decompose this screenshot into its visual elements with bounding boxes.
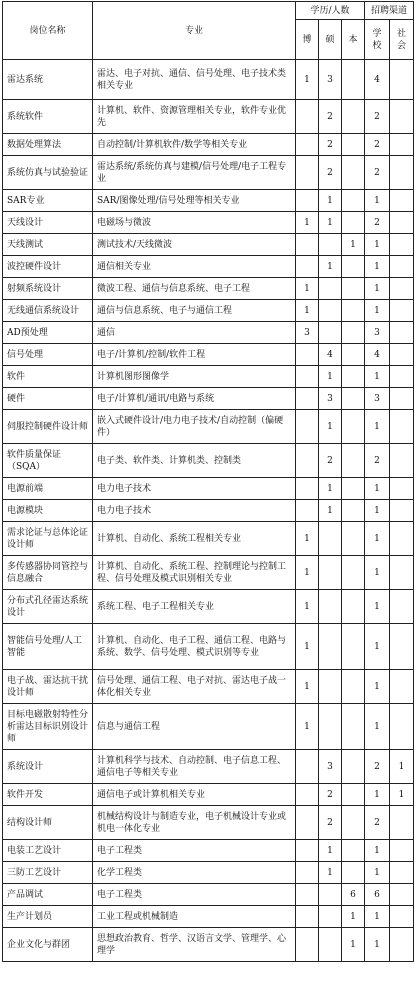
master-count-cell: 1 (319, 366, 342, 388)
table-row (3, 670, 414, 704)
major-cell: 机械结构设计与制造专业，电子机械设计专业或机电一体化专业 (93, 806, 296, 840)
social-channel-cell (390, 190, 414, 212)
bachelor-count-cell (342, 862, 365, 884)
major-cell: 计算机、自动化、系统工程、控制理论与控制工程、信号处理及模式识别相关专业 (93, 556, 296, 590)
bachelor-count-cell (342, 670, 365, 704)
master-count-cell (319, 624, 342, 670)
phd-count-cell (296, 444, 319, 478)
bachelor-count-cell (342, 522, 365, 556)
school-channel-cell: 1 (365, 500, 390, 522)
table-row (3, 784, 414, 806)
phd-count-cell: 1 (296, 60, 319, 100)
social-channel-cell (390, 410, 414, 444)
school-channel-cell: 1 (365, 278, 390, 300)
school-channel-cell: 2 (365, 156, 390, 190)
recruitment-table (2, 1, 414, 962)
position-cell: 天线测试 (3, 234, 93, 256)
social-channel-cell (390, 590, 414, 624)
phd-count-cell (296, 134, 319, 156)
major-cell: 化学工程类 (93, 862, 296, 884)
social-channel-cell (390, 322, 414, 344)
position-cell: 企业文化与群团 (3, 928, 93, 962)
bachelor-count-cell (342, 478, 365, 500)
position-cell: 结构设计师 (3, 806, 93, 840)
master-count-cell (319, 322, 342, 344)
bachelor-count-cell (342, 344, 365, 366)
master-count-cell (319, 522, 342, 556)
phd-count-cell (296, 100, 319, 134)
table-row (3, 862, 414, 884)
bachelor-count-cell (342, 278, 365, 300)
bachelor-count-cell (342, 556, 365, 590)
phd-header: 博 (296, 20, 319, 60)
phd-count-cell: 1 (296, 522, 319, 556)
major-cell: 自动控制/计算机软件/数学等相关专业 (93, 134, 296, 156)
major-cell: 计算机、自动化、系统工程相关专业 (93, 522, 296, 556)
major-cell: 信号处理、通信工程、电子对抗、雷达电子战一体化相关专业 (93, 670, 296, 704)
social-channel-cell (390, 928, 414, 962)
bachelor-count-cell (342, 840, 365, 862)
school-channel-cell: 1 (365, 478, 390, 500)
phd-count-cell: 1 (296, 278, 319, 300)
recruitment-table-document (2, 1, 413, 962)
education-header: 学历/人数 (296, 2, 365, 20)
phd-count-cell (296, 862, 319, 884)
table-row (3, 840, 414, 862)
school-channel-cell: 2 (365, 134, 390, 156)
bachelor-count-cell (342, 410, 365, 444)
phd-count-cell: 1 (296, 670, 319, 704)
master-count-cell: 2 (319, 100, 342, 134)
position-cell: 波控硬件设计 (3, 256, 93, 278)
position-cell: 软件质量保证（SQA） (3, 444, 93, 478)
school-channel-cell: 1 (365, 256, 390, 278)
master-count-cell: 4 (319, 344, 342, 366)
master-count-cell (319, 928, 342, 962)
position-cell: 电装工艺设计 (3, 840, 93, 862)
school-channel-cell: 2 (365, 100, 390, 134)
bachelor-count-cell (342, 590, 365, 624)
social-channel-cell (390, 156, 414, 190)
major-cell: 思想政治教育、哲学、汉语言文学、管理学、心理学 (93, 928, 296, 962)
bachelor-count-cell (342, 624, 365, 670)
social-channel-cell (390, 500, 414, 522)
table-row (3, 256, 414, 278)
social-channel-cell (390, 906, 414, 928)
major-cell: 电磁场与微波 (93, 212, 296, 234)
bachelor-count-cell (342, 784, 365, 806)
table-row (3, 444, 414, 478)
social-channel-cell (390, 256, 414, 278)
social-channel-cell (390, 862, 414, 884)
major-cell: 电子工程类 (93, 840, 296, 862)
table-row (3, 704, 414, 750)
table-row (3, 522, 414, 556)
phd-count-cell (296, 410, 319, 444)
bachelor-count-cell (342, 256, 365, 278)
phd-count-cell (296, 190, 319, 212)
position-cell: 软件 (3, 366, 93, 388)
bachelor-count-cell (342, 100, 365, 134)
phd-count-cell: 1 (296, 704, 319, 750)
phd-count-cell (296, 256, 319, 278)
school-channel-cell: 1 (365, 704, 390, 750)
table-row (3, 556, 414, 590)
bachelor-count-cell (342, 500, 365, 522)
bachelor-count-cell (342, 300, 365, 322)
position-cell: 产品调试 (3, 884, 93, 906)
social-channel-cell (390, 100, 414, 134)
master-count-cell (319, 556, 342, 590)
social-channel-cell (390, 60, 414, 100)
master-count-cell (319, 278, 342, 300)
school-header: 学校 (365, 20, 390, 60)
social-channel-cell (390, 234, 414, 256)
position-cell: 无线通信系统设计 (3, 300, 93, 322)
phd-count-cell (296, 750, 319, 784)
position-cell: AD预处理 (3, 322, 93, 344)
master-count-cell: 1 (319, 190, 342, 212)
major-cell: 工业工程或机械制造 (93, 906, 296, 928)
position-cell: 软件开发 (3, 784, 93, 806)
school-channel-cell: 1 (365, 522, 390, 556)
school-channel-cell: 1 (365, 590, 390, 624)
master-count-cell (319, 300, 342, 322)
table-row (3, 212, 414, 234)
master-count-cell: 1 (319, 478, 342, 500)
bachelor-count-cell: 1 (342, 234, 365, 256)
position-cell: 系统仿真与试验验证 (3, 156, 93, 190)
phd-count-cell: 1 (296, 556, 319, 590)
school-channel-cell: 1 (365, 300, 390, 322)
bachelor-count-cell: 1 (342, 928, 365, 962)
social-channel-cell (390, 806, 414, 840)
phd-count-cell (296, 906, 319, 928)
table-row (3, 906, 414, 928)
bachelor-count-cell (342, 366, 365, 388)
major-cell: 电力电子技术 (93, 478, 296, 500)
major-cell: 微波工程、通信与信息系统、电子工程 (93, 278, 296, 300)
header-row-top (3, 2, 414, 20)
position-cell: 数据处理算法 (3, 134, 93, 156)
phd-count-cell: 1 (296, 590, 319, 624)
bachelor-count-cell (342, 750, 365, 784)
position-cell: 分布式孔径雷达系统设计 (3, 590, 93, 624)
major-cell: SAR/图像处理/信号处理等相关专业 (93, 190, 296, 212)
social-channel-cell: 1 (390, 784, 414, 806)
position-cell: 智能信号处理/人工智能 (3, 624, 93, 670)
position-cell: 生产计划员 (3, 906, 93, 928)
social-channel-cell (390, 704, 414, 750)
phd-count-cell: 1 (296, 624, 319, 670)
major-cell: 通信与信息系统、电子与通信工程 (93, 300, 296, 322)
school-channel-cell: 6 (365, 884, 390, 906)
phd-count-cell: 1 (296, 300, 319, 322)
major-cell: 通信相关专业 (93, 256, 296, 278)
bachelor-count-cell (342, 806, 365, 840)
major-cell: 计算机、自动化、电子工程、通信工程、电路与系统、数学、信号处理、模式识别等专业 (93, 624, 296, 670)
phd-count-cell (296, 840, 319, 862)
school-channel-cell: 3 (365, 322, 390, 344)
master-count-cell (319, 670, 342, 704)
position-cell: 伺服控制硬件设计师 (3, 410, 93, 444)
social-channel-cell (390, 300, 414, 322)
school-channel-cell: 1 (365, 234, 390, 256)
social-channel-cell (390, 884, 414, 906)
school-channel-cell: 1 (365, 862, 390, 884)
table-row (3, 134, 414, 156)
master-count-cell (319, 234, 342, 256)
social-channel-cell (390, 444, 414, 478)
table-row (3, 60, 414, 100)
social-channel-cell (390, 522, 414, 556)
position-header: 岗位名称 (3, 2, 93, 60)
position-cell: 系统软件 (3, 100, 93, 134)
major-header: 专业 (93, 2, 296, 60)
position-cell: 电源前端 (3, 478, 93, 500)
position-cell: 需求论证与总体论证设计师 (3, 522, 93, 556)
master-count-cell: 1 (319, 840, 342, 862)
phd-count-cell (296, 784, 319, 806)
social-channel-cell (390, 478, 414, 500)
major-cell: 电子/计算机/通讯/电路与系统 (93, 388, 296, 410)
school-channel-cell: 1 (365, 624, 390, 670)
social-channel-cell (390, 212, 414, 234)
table-body (3, 60, 414, 962)
table-row (3, 366, 414, 388)
master-count-cell (319, 906, 342, 928)
master-count-cell: 2 (319, 134, 342, 156)
master-count-cell (319, 704, 342, 750)
position-cell: 天线设计 (3, 212, 93, 234)
social-channel-cell (390, 556, 414, 590)
major-cell: 电力电子技术 (93, 500, 296, 522)
position-cell: 电子战、雷达抗干扰设计师 (3, 670, 93, 704)
position-cell: 电源模块 (3, 500, 93, 522)
school-channel-cell: 1 (365, 190, 390, 212)
phd-count-cell: 1 (296, 212, 319, 234)
table-row (3, 190, 414, 212)
phd-count-cell (296, 806, 319, 840)
bachelor-count-cell: 1 (342, 906, 365, 928)
phd-count-cell (296, 366, 319, 388)
social-channel-cell: 1 (390, 750, 414, 784)
table-row (3, 624, 414, 670)
master-count-cell: 3 (319, 750, 342, 784)
channel-header: 招聘渠道 (365, 2, 414, 20)
table-row (3, 806, 414, 840)
major-cell: 系统工程、电子工程相关专业 (93, 590, 296, 624)
master-count-cell: 1 (319, 862, 342, 884)
major-cell: 通信电子或计算机相关专业 (93, 784, 296, 806)
master-count-cell: 1 (319, 500, 342, 522)
school-channel-cell: 1 (365, 840, 390, 862)
major-cell: 计算机、软件、资源管理相关专业，软件专业优先 (93, 100, 296, 134)
master-count-cell (319, 884, 342, 906)
bachelor-count-cell (342, 388, 365, 410)
phd-count-cell (296, 884, 319, 906)
table-row (3, 234, 414, 256)
table-row (3, 322, 414, 344)
table-row (3, 478, 414, 500)
major-cell: 雷达系统/系统仿真与建模/信号处理/电子工程专业 (93, 156, 296, 190)
bachelor-count-cell (342, 190, 365, 212)
table-row (3, 928, 414, 962)
bachelor-count-cell (342, 444, 365, 478)
bachelor-count-cell (342, 322, 365, 344)
table-row (3, 500, 414, 522)
position-cell: 雷达系统 (3, 60, 93, 100)
bachelor-count-cell (342, 134, 365, 156)
table-row (3, 388, 414, 410)
master-count-cell: 2 (319, 784, 342, 806)
school-channel-cell: 1 (365, 366, 390, 388)
bachelor-count-cell (342, 704, 365, 750)
school-channel-cell: 1 (365, 556, 390, 590)
school-channel-cell: 4 (365, 60, 390, 100)
school-channel-cell: 1 (365, 928, 390, 962)
phd-count-cell (296, 388, 319, 410)
phd-count-cell: 3 (296, 322, 319, 344)
position-cell: 硬件 (3, 388, 93, 410)
school-channel-cell: 4 (365, 344, 390, 366)
table-row (3, 410, 414, 444)
position-cell: 三防工艺设计 (3, 862, 93, 884)
major-cell: 电子/计算机/控制/软件工程 (93, 344, 296, 366)
table-row (3, 884, 414, 906)
master-count-cell: 2 (319, 156, 342, 190)
social-channel-cell (390, 624, 414, 670)
social-channel-cell (390, 278, 414, 300)
phd-count-cell (296, 500, 319, 522)
master-count-cell: 3 (319, 60, 342, 100)
major-cell: 电子类、软件类、计算机类、控制类 (93, 444, 296, 478)
social-channel-cell (390, 388, 414, 410)
social-channel-cell (390, 134, 414, 156)
master-count-cell (319, 590, 342, 624)
position-cell: 射频系统设计 (3, 278, 93, 300)
position-cell: 信号处理 (3, 344, 93, 366)
table-row (3, 156, 414, 190)
phd-count-cell (296, 928, 319, 962)
position-cell: SAR专业 (3, 190, 93, 212)
major-cell: 雷达、电子对抗、通信、信号处理、电子技术类相关专业 (93, 60, 296, 100)
table-row (3, 278, 414, 300)
bachelor-count-cell (342, 212, 365, 234)
major-cell: 通信 (93, 322, 296, 344)
master-count-cell: 1 (319, 410, 342, 444)
position-cell: 多传感器协同管控与信息融合 (3, 556, 93, 590)
table-row (3, 300, 414, 322)
school-channel-cell: 1 (365, 784, 390, 806)
social-channel-cell (390, 670, 414, 704)
bachelor-header: 本 (342, 20, 365, 60)
school-channel-cell: 3 (365, 388, 390, 410)
master-count-cell: 2 (319, 444, 342, 478)
bachelor-count-cell (342, 156, 365, 190)
table-row (3, 590, 414, 624)
phd-count-cell (296, 234, 319, 256)
school-channel-cell: 1 (365, 410, 390, 444)
master-count-cell: 3 (319, 388, 342, 410)
phd-count-cell (296, 344, 319, 366)
school-channel-cell: 1 (365, 670, 390, 704)
table-row (3, 100, 414, 134)
major-cell: 计算机科学与技术、自动控制、电子信息工程、通信电子等相关专业 (93, 750, 296, 784)
master-count-cell: 1 (319, 212, 342, 234)
master-count-cell: 2 (319, 806, 342, 840)
position-cell: 系统设计 (3, 750, 93, 784)
major-cell: 信息与通信工程 (93, 704, 296, 750)
major-cell: 嵌入式硬件设计/电力电子技术/自动控制（偏硬件） (93, 410, 296, 444)
school-channel-cell: 1 (365, 906, 390, 928)
social-channel-cell (390, 344, 414, 366)
master-count-cell: 1 (319, 256, 342, 278)
phd-count-cell (296, 156, 319, 190)
school-channel-cell: 2 (365, 212, 390, 234)
phd-count-cell (296, 478, 319, 500)
school-channel-cell: 2 (365, 806, 390, 840)
table-row (3, 750, 414, 784)
bachelor-count-cell (342, 60, 365, 100)
school-channel-cell: 2 (365, 750, 390, 784)
social-header: 社会 (390, 20, 414, 60)
table-row (3, 344, 414, 366)
school-channel-cell: 2 (365, 444, 390, 478)
major-cell: 计算机图形图像学 (93, 366, 296, 388)
bachelor-count-cell: 6 (342, 884, 365, 906)
position-cell: 目标电磁散射特性分析雷达目标识别设计师 (3, 704, 93, 750)
social-channel-cell (390, 840, 414, 862)
master-header: 硕 (319, 20, 342, 60)
major-cell: 电子工程类 (93, 884, 296, 906)
major-cell: 测试技术/天线微波 (93, 234, 296, 256)
social-channel-cell (390, 366, 414, 388)
